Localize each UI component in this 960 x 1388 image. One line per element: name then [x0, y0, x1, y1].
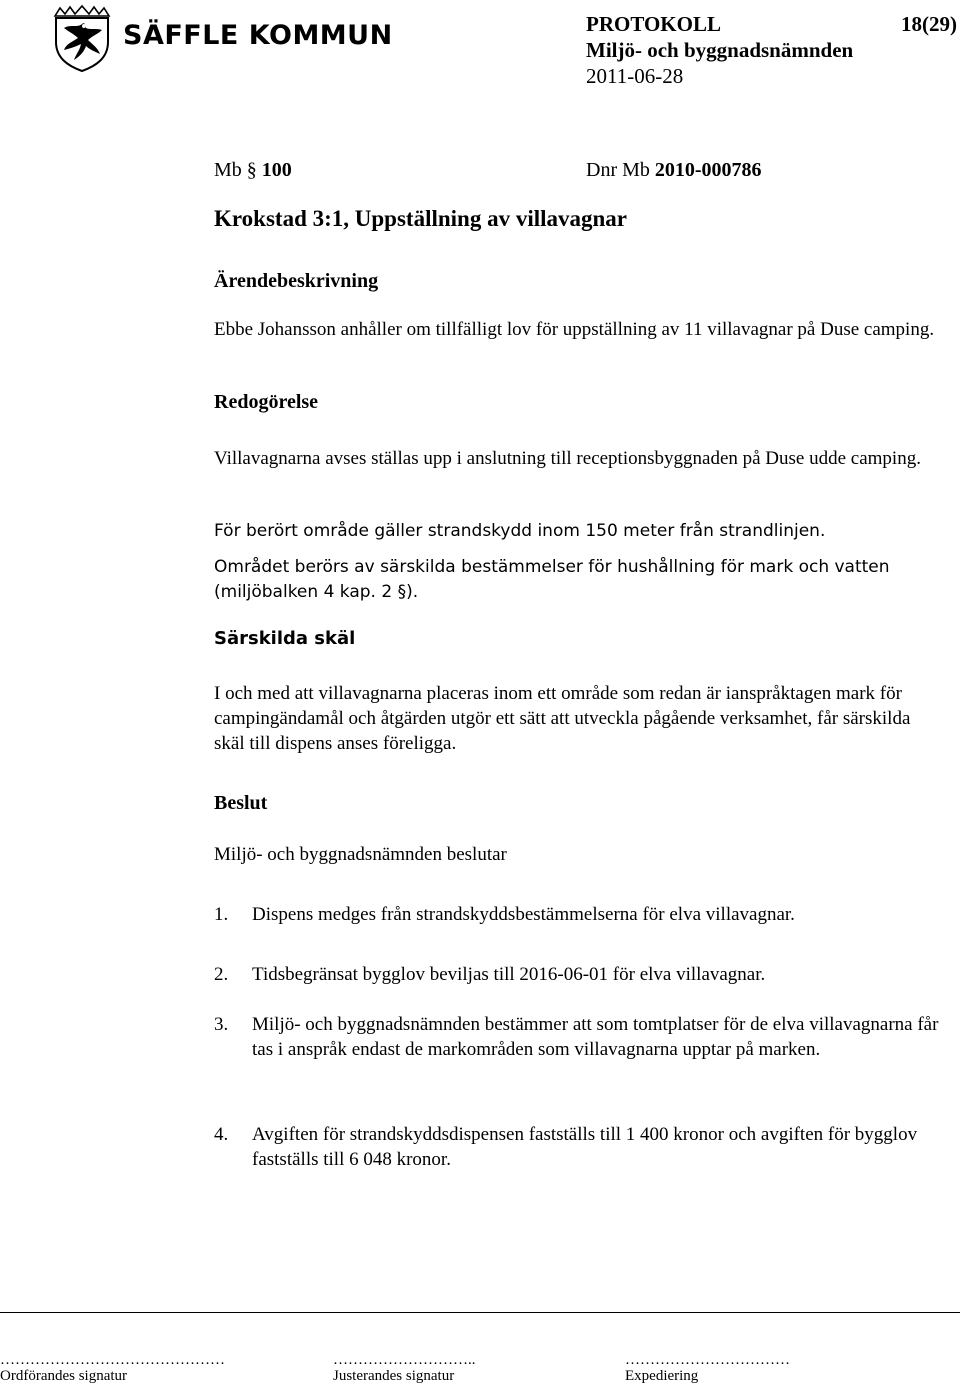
- page-number: 18(29): [901, 12, 957, 36]
- report-text-3: Området berörs av särskilda bestämmelser för hushållning för mark och vatten (miljöbalken 4 kap. 2 §).: [214, 557, 890, 602]
- reasons-heading: Särskilda skäl: [214, 628, 356, 649]
- decision-heading: Beslut: [214, 792, 268, 814]
- signature-label-dispatch: Expediering: [625, 1368, 699, 1384]
- report-heading: Redogörelse: [214, 391, 319, 413]
- logo-text: SÄFFLE KOMMUN: [123, 20, 393, 51]
- document-type: PROTOKOLL: [586, 12, 721, 36]
- signature-label-chair: Ordförandes signatur: [0, 1368, 128, 1384]
- description-text: Ebbe Johansson anhåller om tillfälligt lov för uppställning av 11 villavagnar på Duse camping.: [214, 319, 935, 340]
- decision-number: 1.: [214, 904, 229, 925]
- report-text-1: Villavagnarna avses ställas upp i anslutning till receptionsbyggnaden på Duse udde camping.: [214, 448, 921, 469]
- decision-text: Tidsbegränsat bygglov beviljas till 2016-06-01 för elva villavagnar.: [252, 964, 766, 985]
- decision-number: 3.: [214, 1014, 229, 1035]
- paragraph-symbol: §: [246, 159, 257, 181]
- dnr-prefix: Dnr Mb: [586, 159, 650, 181]
- case-title: Krokstad 3:1, Uppställning av villavagnar: [214, 206, 628, 231]
- signature-dots-chair: ………………………………………: [0, 1352, 225, 1368]
- case-reference: [214, 159, 292, 182]
- municipality-crest-logo: [52, 4, 112, 72]
- decision-intro: Miljö- och byggnadsnämnden beslutar: [214, 844, 507, 865]
- dnr-number: 2010-000786: [654, 159, 762, 181]
- signature-dots-dispatch: ……………………………: [625, 1352, 790, 1368]
- footer-divider: [0, 1312, 960, 1313]
- reasons-text: I och med att villavagnarna placeras inom ett område som redan är ianspråktagen mark för campingändamål och åtgärden utgör ett sätt att utveckla pågående verksamhet, får särskilda skäl till dispens anses föreligga.: [214, 683, 911, 754]
- signature-dots-adjuster: ………………………..: [333, 1352, 476, 1368]
- case-number: 100: [261, 159, 292, 181]
- report-text-2: För berört område gäller strandskydd inom 150 meter från strandlinjen.: [214, 521, 826, 541]
- decision-text: Avgiften för strandskyddsdispensen fastställs till 1 400 kronor och avgiften för bygglov fastställs till 6 048 kronor.: [252, 1124, 918, 1170]
- decision-number: 4.: [214, 1124, 229, 1145]
- committee-name: Miljö- och byggnadsnämnden: [586, 38, 854, 62]
- decision-text: Miljö- och byggnadsnämnden bestämmer att som tomtplatser för de elva villavagnarna får tas i anspråk endast de markområden som villavagnarna upptar på marken.: [252, 1014, 939, 1060]
- description-heading: Ärendebeskrivning: [214, 270, 379, 292]
- signature-label-adjuster: Justerandes signatur: [333, 1368, 455, 1384]
- case-prefix: Mb: [214, 159, 242, 181]
- decision-number: 2.: [214, 964, 229, 985]
- decision-text: Dispens medges från strandskyddsbestämmelserna för elva villavagnar.: [252, 904, 795, 925]
- meeting-date: 2011-06-28: [586, 64, 684, 88]
- diary-number: [586, 159, 762, 182]
